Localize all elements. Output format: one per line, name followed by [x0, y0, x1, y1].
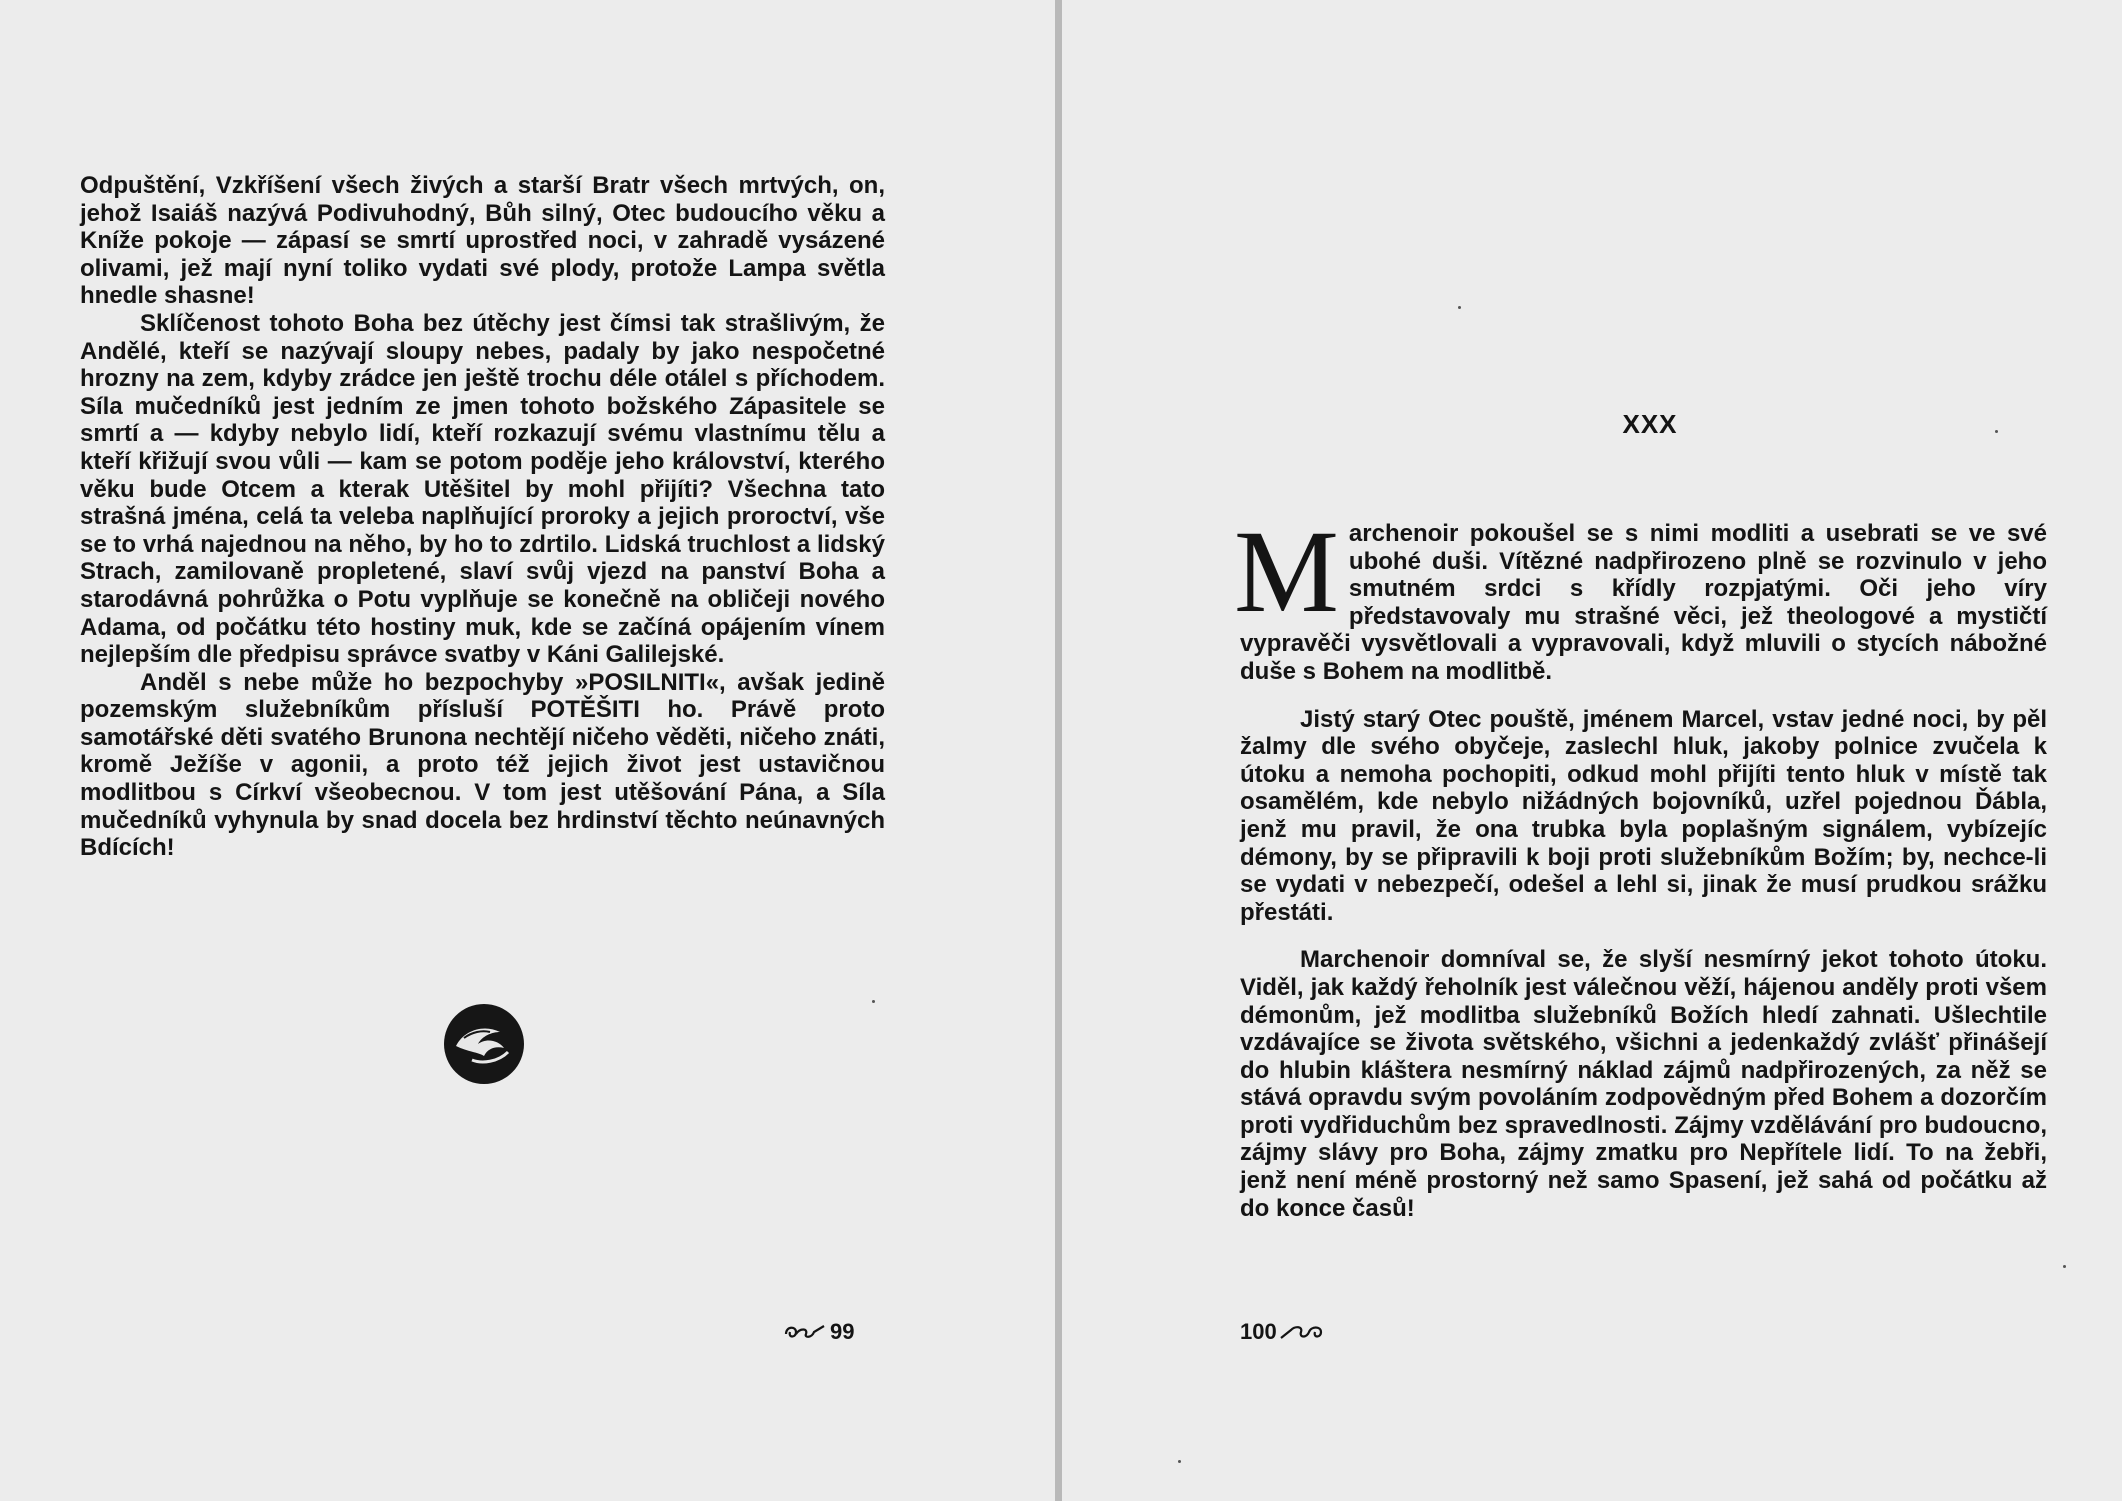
left-page: [0, 0, 1055, 1501]
chapter-title: XXX: [1622, 409, 1678, 439]
paper-speck: [872, 1000, 875, 1003]
right-paragraph-3: Marchenoir domníval se, že slyší nesmírný jekot tohoto útoku. Viděl, jak každý řeholník jest válečnou věží, hájenou anděly proti všem démonům, jež modlitba služebníků Božích hledí zahnati. Ušlechtile vzdávajíce se života světského, všichni a jedenkaždý zvlášť přinášejí do hlubin kláštera nesmírný náklad zájmů nadpřirozených, za něž se stává opravdu svým povoláním zodpovědným před Bohem a dozorčím proti vydřiduchům bez spravedlnosti. Zájmy vzdělávání pro budoucno, zájmy slávy pro Boha, zájmy zmatku pro Nepřítele lidí. To na žebři, jenž není méně prostorný než samo Spasení, jež sahá od počátku až do konce časů!: [1240, 946, 2047, 1222]
right-paragraph-1: [1234, 506, 2047, 686]
left-paragraph-1: Odpuštění, Vzkříšení všech živých a starší Bratr všech mrtvých, on, jehož Isaiáš nazývá Podivuhodný, Bůh silný, Otec budoucího věku a Kníže pokoje — zápasí se smrtí uprostřed noci, v zahradě vysázené olivami, jež mají nyní toliko vydati své plody, protože Lampa světla hnedle shasne!: [80, 172, 885, 310]
paper-speck: [2063, 1265, 2066, 1268]
right-page-text: [1234, 506, 2047, 1222]
page-number-right: [1240, 1319, 1325, 1345]
flourish-icon: [1279, 1322, 1325, 1342]
circular-vignette-icon: [442, 1002, 526, 1086]
paper-speck: [1178, 1460, 1181, 1463]
folio-number: 99: [830, 1319, 855, 1344]
flourish-icon: [782, 1322, 828, 1342]
drop-cap: M: [1234, 506, 1339, 637]
paper-speck: [1995, 430, 1998, 433]
left-paragraph-2: Sklíčenost tohoto Boha bez útěchy jest čímsi tak strašlivým, že Andělé, kteří se nazývají sloupy nebes, padaly by jako nespočetné hrozny na zem, kdyby zrádce jen ještě trochu déle otálel s příchodem. Síla mučedníků jest jedním ze jmen tohoto božského Zápasitele se smrtí a — kdyby nebylo lidí, kteří rozkazují svému vlastnímu tělu a kteří křižují svou vůli — kam se potom poděje jeho království, kterého věku bude Otcem a kterak Utěšitel by mohl přijíti? Všechna tato strašná jména, celá ta veleba naplňující proroky a jejich proroctví, vše se to vrhá najednou na něho, by ho to zdrtilo. Lidská truchlost a lidský Strach, zamilovaně propletené, slaví svůj vjezd na panství Boha a starodávná pohrůžka o Potu vyplňuje se konečně na obličeji nového Adama, od počátku této hostiny muk, kde se začíná opájením vínem nejlepším dle předpisu správce svatby v Káni Galilejské.: [80, 309, 885, 669]
left-page-text: [80, 172, 885, 862]
page-number-left: [782, 1319, 854, 1345]
paper-speck: [1458, 306, 1461, 309]
first-paragraph-text: archenoir pokoušel se s nimi modliti a usebrati se ve své ubohé duši. Vítězné nadpřirozeno plně se rozvinulo v jeho smutném srdci s křídly rozpjatými. Oči jeho víry představovaly mu strašné věci, jež theologové a mystičtí vypravěči vysvětlovali a vypravovali, když mluvili o stycích nábožné duše s Bohem na modlitbě.: [1240, 520, 2047, 685]
folio-number: 100: [1240, 1319, 1277, 1344]
book-gutter: [1055, 0, 1062, 1501]
right-paragraph-2: Jistý starý Otec pouště, jménem Marcel, vstav jedné noci, by pěl žalmy dle svého obyčeje, zaslechl hluk, jakoby polnice zvučela k útoku a nemoha pochopiti, odkud mohl přijíti tento hluk v místě tak osamělém, kde nebylo nižádných bojovníků, uzřel pojednou Ďábla, jenž mu pravil, že ona trubka byla poplašným signálem, vybízejíc démony, by se připravili k boji proti služebníkům Božím; by, nechce-li se vydati v nebezpečí, odešel a lehl si, jinak že musí prudkou srážku přestáti.: [1240, 705, 2047, 926]
left-paragraph-3: Anděl s nebe může ho bezpochyby »POSILNITI«, avšak jedině pozemským služebníkům přísluší POTĚŠITI ho. Právě proto samotářské děti svatého Brunona nechtějí ničeho věděti, ničeho znáti, kromě Ježíše v agonii, a proto též jejich život jest ustavičnou modlitbou s Církví všeobecnou. V tom jest utěšování Pána, a Síla mučedníků vyhynula by snad docela bez hrdinství těchto neúnavných Bdících!: [80, 668, 885, 862]
